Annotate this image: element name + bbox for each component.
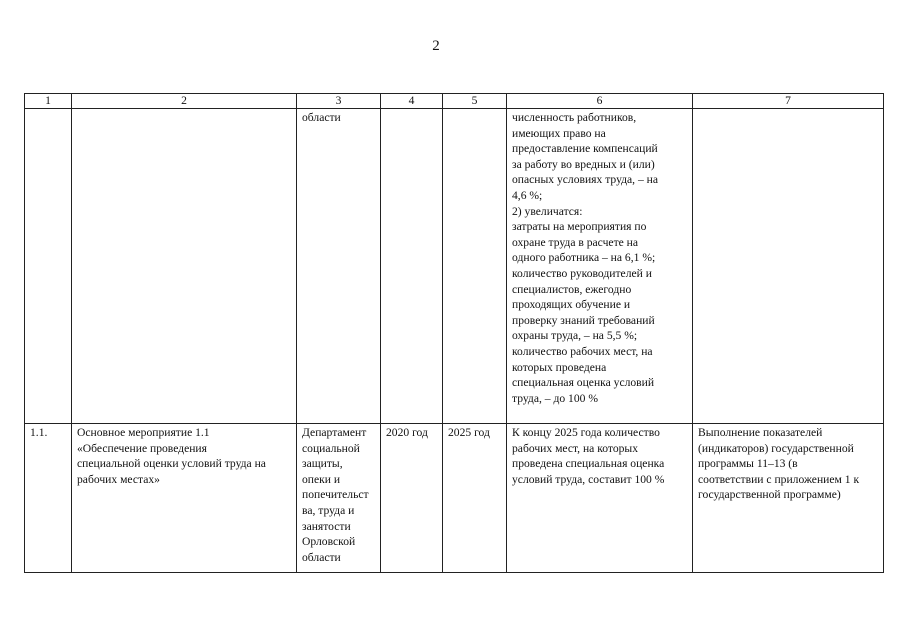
program-table [24,93,884,573]
indicator-link-cell: Выполнение показателей (индикаторов) государственной программы 11–13 (в соответствии с приложением 1 к государственной программе) [693,424,884,573]
header-cell-4: 4 [381,94,443,109]
measure-name-cell: Основное мероприятие 1.1 «Обеспечение проведения специальной оценки условий труда на рабочих местах» [72,424,297,573]
row-number-cell: 1.1. [25,424,72,573]
table-header-row [25,94,884,109]
end-year-cell: 2025 год [443,424,507,573]
measure-name-cell [72,109,297,424]
start-year-cell: 2020 год [381,424,443,573]
header-cell-1: 1 [25,94,72,109]
expected-result-cell: численность работников, имеющих право на предоставление компенсаций за работу во вредных и (или) опасных условиях труда, – на 4,6 %; 2) увеличатся: затраты на мероприятия по охране труда в расчете на одного работника – на 6,1 %; количество руководителей и специалистов, ежегодно проходящих обучение и проверку знаний требований охраны труда, – на 5,5 %; количество рабочих мест, на которых проведена специальная оценка условий труда, – до 100 % [507,109,693,424]
table-row [25,424,884,573]
header-cell-7: 7 [693,94,884,109]
page-number: 2 [432,38,440,54]
executor-cell: Департамент социальной защиты, опеки и попечительст ва, труда и занятости Орловской области [297,424,381,573]
executor-cell: области [297,109,381,424]
indicator-link-cell [693,109,884,424]
start-year-cell [381,109,443,424]
header-cell-2: 2 [72,94,297,109]
table-row [25,109,884,424]
header-cell-5: 5 [443,94,507,109]
header-cell-3: 3 [297,94,381,109]
row-number-cell [25,109,72,424]
header-cell-6: 6 [507,94,693,109]
expected-result-cell: К концу 2025 года количество рабочих мест, на которых проведена специальная оценка условий труда, составит 100 % [507,424,693,573]
end-year-cell [443,109,507,424]
